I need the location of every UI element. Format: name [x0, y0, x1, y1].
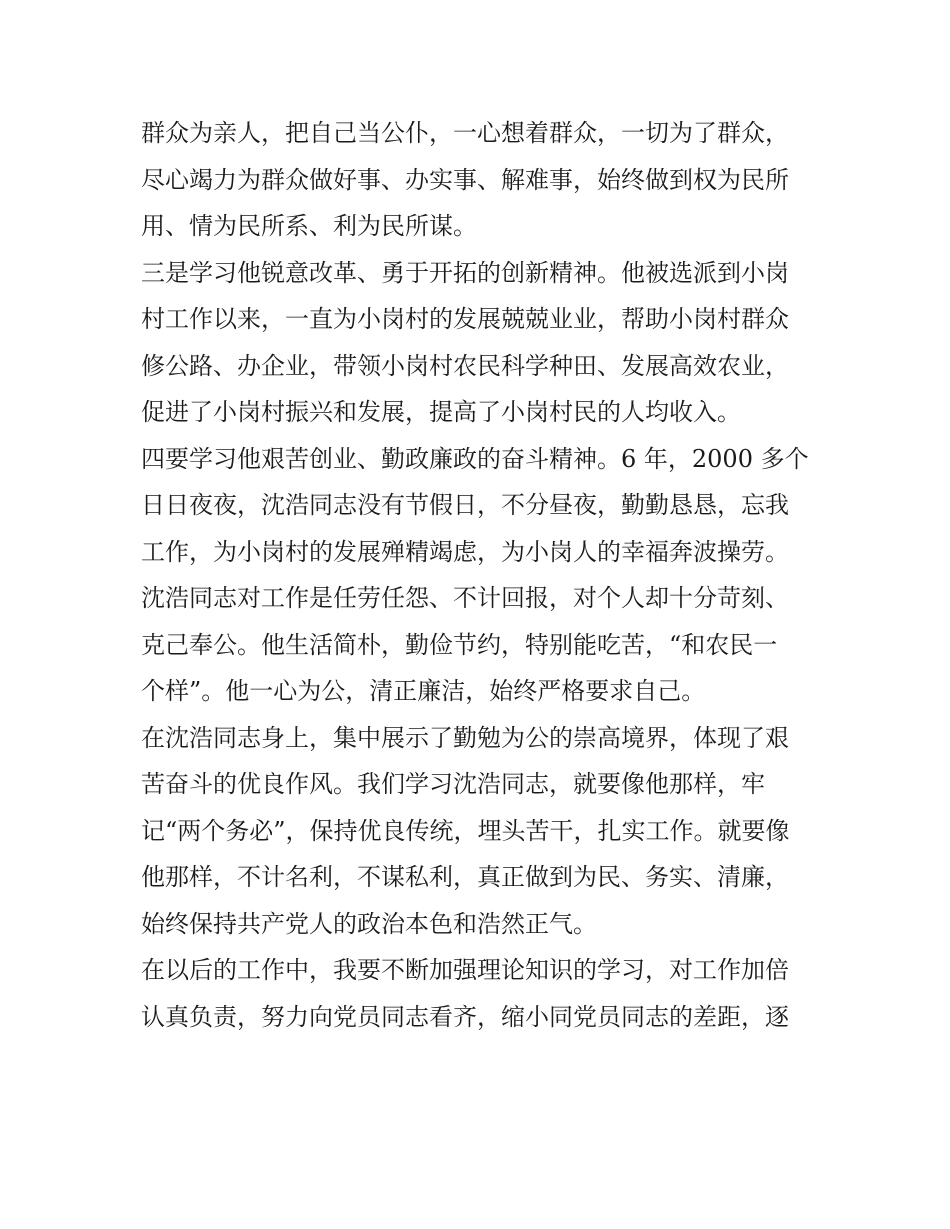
- text-line: 始终保持共产党人的政治本色和浩然正气。: [141, 909, 597, 938]
- text-line: 四要学习他艰苦创业、勤政廉政的奋斗精神。6 年，2000 多个: [141, 444, 809, 473]
- text-line: 在沈浩同志身上，集中展示了勤勉为公的崇高境界，体现了艰: [141, 723, 789, 752]
- text-line: 促进了小岗村振兴和发展，提高了小岗村民的人均收入。: [141, 398, 741, 426]
- text-line: 沈浩同志对工作是任劳任怨、不计回报，对个人却十分苛刻、: [141, 584, 789, 612]
- text-line: 修公路、办企业，带领小岗村农民科学种田、发展高效农业，: [141, 351, 789, 380]
- text-line: 在以后的工作中，我要不断加强理论知识的学习，对工作加倍: [141, 956, 789, 984]
- text-line: 他那样，不计名利，不谋私利，真正做到为民、务实、清廉，: [141, 863, 789, 891]
- text-line: 苦奋斗的优良作风。我们学习沈浩同志，就要像他那样，牢: [141, 770, 765, 798]
- text-line: 日日夜夜，沈浩同志没有节假日，不分昼夜，勤勤恳恳，忘我: [141, 491, 789, 519]
- text-line: 村工作以来，一直为小岗村的发展兢兢业业，帮助小岗村群众: [141, 305, 789, 333]
- text-line: 尽心竭力为群众做好事、办实事、解难事，始终做到权为民所: [141, 165, 789, 194]
- text-line: 认真负责，努力向党员同志看齐，缩小同党员同志的差距，逐: [141, 1002, 789, 1031]
- text-line: 记“两个务必”，保持优良传统，埋头苦干，扎实工作。就要像: [141, 816, 790, 845]
- document-body: [141, 110, 816, 1040]
- text-line: 个样”。他一心为公，清正廉洁，始终严格要求自己。: [141, 677, 706, 705]
- text-line: 用、情为民所系、利为民所谋。: [141, 212, 477, 240]
- text-line: 群众为亲人，把自己当公仆，一心想着群众，一切为了群众，: [141, 119, 789, 147]
- text-line: 克己奉公。他生活简朴，勤俭节约，特别能吃苦，“和农民一: [141, 630, 778, 659]
- text-line: 三是学习他锐意改革、勇于开拓的创新精神。他被选派到小岗: [141, 258, 789, 287]
- text-line: 工作，为小岗村的发展殚精竭虑，为小岗人的幸福奔波操劳。: [141, 537, 789, 566]
